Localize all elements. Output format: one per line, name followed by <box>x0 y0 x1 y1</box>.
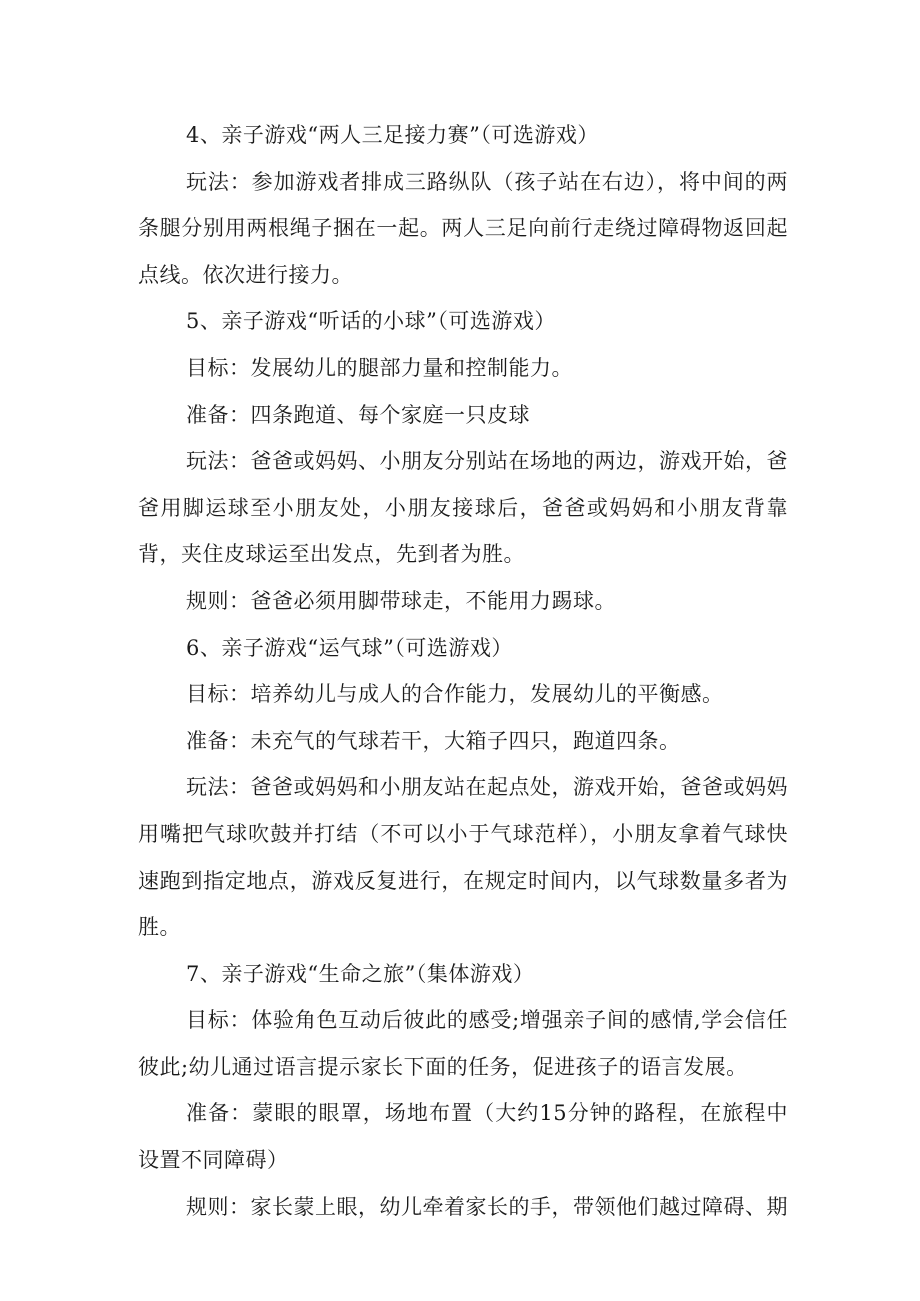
paragraph-rules: 规则：爸爸必须用脚带球走，不能用力踢球。 <box>186 588 616 613</box>
paragraph-preparation: 准备：蒙眼的眼罩，场地布置（大约15分钟的路程，在旅程中设置不同障碍） <box>138 1101 788 1173</box>
section-heading-journey-of-life: 7、亲子游戏“生命之旅”（集体游戏） <box>186 961 535 986</box>
paragraph-goal: 目标：培养幼儿与成人的合作能力，发展幼儿的平衡感。 <box>186 682 724 707</box>
paragraph-goal: 目标：发展幼儿的腿部力量和控制能力。 <box>186 355 573 380</box>
document-body <box>138 112 788 1230</box>
paragraph-rules: 规则：家长蒙上眼，幼儿牵着家长的手，带领他们越过障碍、期 <box>186 1194 788 1219</box>
paragraph-gameplay: 玩法：参加游戏者排成三路纵队（孩子站在右边），将中间的两条腿分别用两根绳子捆在一起。两人三足向前行走绕过障碍物返回起点线。依次进行接力。 <box>138 169 788 287</box>
paragraph-preparation: 准备：四条跑道、每个家庭一只皮球 <box>186 402 530 427</box>
section-heading-obedient-ball: 5、亲子游戏“听话的小球”（可选游戏） <box>186 309 556 334</box>
paragraph-preparation: 准备：未充气的气球若干，大箱子四只，跑道四条。 <box>186 728 681 753</box>
section-heading-carry-balloon: 6、亲子游戏“运气球”（可选游戏） <box>186 635 513 660</box>
paragraph-gameplay: 玩法：爸爸或妈妈和小朋友站在起点处，游戏开始，爸爸或妈妈用嘴把气球吹鼓并打结（不可以小于气球范样），小朋友拿着气球快速跑到指定地点，游戏反复进行，在规定时间内，以气球数量多者为胜。 <box>138 775 788 940</box>
paragraph-gameplay: 玩法：爸爸或妈妈、小朋友分别站在场地的两边，游戏开始，爸爸用脚运球至小朋友处，小朋友接球后，爸爸或妈妈和小朋友背靠背，夹住皮球运至出发点，先到者为胜。 <box>138 449 788 567</box>
paragraph-goal: 目标：体验角色互动后彼此的感受;增强亲子间的感情,学会信任彼此;幼儿通过语言提示家长下面的任务，促进孩子的语言发展。 <box>138 1008 788 1079</box>
section-heading-relay-race: 4、亲子游戏“两人三足接力赛”（可选游戏） <box>186 123 599 147</box>
